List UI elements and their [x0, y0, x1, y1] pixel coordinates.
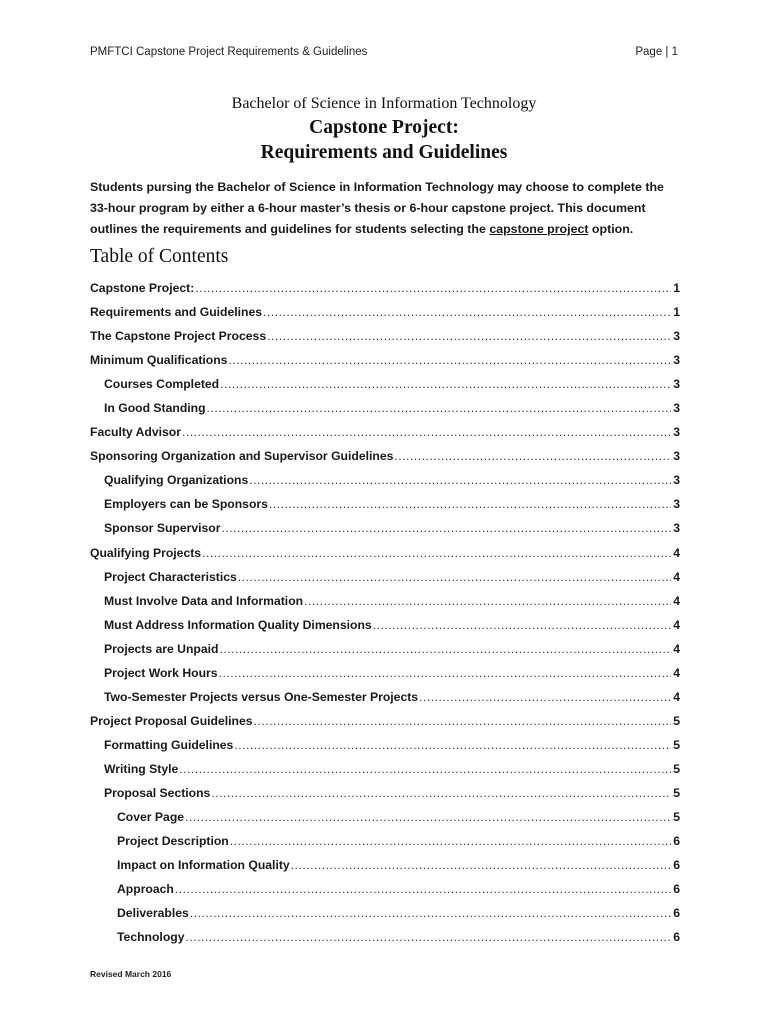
toc-entry-page: 4 [673, 689, 680, 704]
toc-entry-page: 1 [673, 305, 680, 320]
toc-entry-page: 3 [673, 521, 680, 536]
toc-entry[interactable] [90, 829, 680, 853]
toc-entry-page: 6 [673, 882, 680, 897]
toc-entry-row [104, 757, 680, 781]
toc-entry[interactable] [90, 468, 680, 492]
toc-entry-label: Sponsoring Organization and Supervisor Guidelines [90, 449, 394, 464]
toc-entry-row [117, 877, 680, 901]
program-title: Bachelor of Science in Information Technology [231, 95, 537, 112]
footer-revised-date: Revised March 2016 [90, 969, 172, 979]
header-document-title: PMFTCI Capstone Project Requirements & Guidelines [90, 46, 368, 58]
toc-dot-leader [269, 492, 671, 516]
toc-entry-page: 6 [673, 930, 680, 945]
toc-entry-row [104, 637, 680, 661]
toc-entry-page: 3 [673, 401, 680, 416]
toc-entry-row [104, 492, 680, 516]
toc-entry-row [104, 565, 680, 589]
toc-entry[interactable] [90, 901, 680, 925]
toc-dot-leader [221, 516, 671, 540]
toc-heading: Table of Contents [90, 246, 229, 267]
toc-entry-row [90, 420, 680, 444]
toc-entry-label: Cover Page [117, 810, 185, 825]
toc-dot-leader [230, 829, 671, 853]
toc-entry[interactable] [90, 541, 680, 565]
toc-entry-row [117, 901, 680, 925]
toc-entry[interactable] [90, 420, 680, 444]
toc-entry-label: Faculty Advisor [90, 425, 181, 440]
toc-entry-label: Project Proposal Guidelines [90, 713, 253, 728]
toc-dot-leader [254, 709, 672, 733]
toc-entry[interactable] [90, 661, 680, 685]
intro-paragraph [90, 177, 675, 240]
toc-entry[interactable] [90, 565, 680, 589]
toc-entry-page: 3 [673, 353, 680, 368]
toc-entry-label: Must Address Information Quality Dimensions [104, 617, 372, 632]
toc-entry[interactable] [90, 637, 680, 661]
toc-dot-leader [220, 372, 671, 396]
toc-entry-row [104, 613, 680, 637]
intro-text: Students pursing the Bachelor of Science in Information Technology may choose to complete the 33-hour program by either a 6-hour master’s thesis or 6-hour capstone project. This document outlines the requirements and guidelines for students selecting the [90, 180, 664, 236]
document-title-block [0, 93, 768, 165]
toc-entry[interactable] [90, 781, 680, 805]
toc-entry[interactable] [90, 372, 680, 396]
toc-entry-page: 4 [673, 617, 680, 632]
toc-entry-page: 4 [673, 641, 680, 656]
toc-entry-label: Approach [117, 882, 174, 897]
toc-entry-page: 1 [673, 281, 680, 295]
toc-entry-label: Requirements and Guidelines [90, 305, 263, 320]
toc-entry-row [117, 925, 680, 949]
toc-entry-row [104, 589, 680, 613]
toc-entry-label: Project Characteristics [104, 569, 237, 584]
toc-entry-page: 6 [673, 906, 680, 921]
toc-entry-row [104, 468, 680, 492]
toc-dot-leader [238, 565, 671, 589]
toc-entry-label: Formatting Guidelines [104, 737, 234, 752]
toc-entry[interactable] [90, 877, 680, 901]
toc-entry-label: Project Work Hours [104, 665, 218, 680]
page-header [90, 46, 678, 64]
toc-entry[interactable] [90, 589, 680, 613]
toc-entry-label: Projects are Unpaid [104, 641, 219, 656]
toc-dot-leader [304, 589, 671, 613]
toc-entry-label: In Good Standing [104, 401, 206, 416]
toc-entry-label: Project Description [117, 834, 229, 849]
toc-entry-label: Impact on Information Quality [117, 858, 290, 873]
toc-entry-row [104, 661, 680, 685]
toc-entry-label: Sponsor Supervisor [104, 521, 221, 536]
toc-entry-row [90, 348, 680, 372]
toc-entry-page: 3 [673, 449, 680, 464]
toc-entry-label: Proposal Sections [104, 785, 211, 800]
toc-dot-leader [219, 637, 671, 661]
toc-entry-label: Qualifying Projects [90, 545, 202, 560]
toc-entry[interactable] [90, 300, 680, 324]
toc-entry-page: 3 [673, 377, 680, 392]
toc-entry-page: 5 [673, 737, 680, 752]
toc-entry-page: 4 [673, 545, 680, 560]
toc-dot-leader [263, 300, 671, 324]
toc-dot-leader [207, 396, 672, 420]
toc-entry-page: 4 [673, 569, 680, 584]
toc-entry-row [90, 324, 680, 348]
toc-entry[interactable] [90, 709, 680, 733]
toc-dot-leader [419, 685, 671, 709]
toc-entry-page: 3 [673, 473, 680, 488]
table-of-contents [90, 276, 680, 949]
toc-entry-label: Capstone Project: [90, 281, 195, 295]
toc-entry[interactable] [90, 444, 680, 468]
toc-dot-leader [249, 468, 671, 492]
toc-entry[interactable] [90, 925, 680, 949]
toc-entry-label: Deliverables [117, 906, 189, 921]
toc-entry-label: Employers can be Sponsors [104, 497, 268, 512]
toc-entry-row [117, 805, 680, 829]
document-subtitle: Requirements and Guidelines [260, 142, 508, 163]
toc-entry-page: 5 [673, 761, 680, 776]
toc-entry-row [117, 829, 680, 853]
document-title: Capstone Project: [309, 117, 459, 138]
toc-entry-label: Qualifying Organizations [104, 473, 249, 488]
toc-entry-row [90, 276, 680, 300]
toc-entry-row [90, 300, 680, 324]
toc-entry[interactable] [90, 853, 680, 877]
toc-dot-leader [267, 324, 671, 348]
toc-entry-row [104, 372, 680, 396]
toc-entry-row [104, 781, 680, 805]
toc-entry-page: 3 [673, 497, 680, 512]
toc-entry[interactable] [90, 396, 680, 420]
toc-dot-leader [202, 541, 671, 565]
toc-entry-row [90, 709, 680, 733]
toc-entry-row [90, 541, 680, 565]
toc-entry-page: 5 [673, 785, 680, 800]
toc-entry-page: 5 [673, 810, 680, 825]
toc-entry-row [104, 516, 680, 540]
toc-dot-leader [211, 781, 671, 805]
toc-entry-label: Two-Semester Projects versus One-Semester Projects [104, 689, 419, 704]
toc-entry[interactable] [90, 492, 680, 516]
toc-entry[interactable] [90, 348, 680, 372]
toc-entry-page: 6 [673, 858, 680, 873]
toc-entry[interactable] [90, 805, 680, 829]
toc-entry-page: 3 [673, 425, 680, 440]
toc-dot-leader [291, 853, 672, 877]
toc-dot-leader [195, 276, 671, 300]
toc-dot-leader [182, 420, 671, 444]
toc-dot-leader [175, 877, 671, 901]
toc-entry-label: Must Involve Data and Information [104, 593, 304, 608]
toc-entry-row [117, 853, 680, 877]
toc-entry-label: The Capstone Project Process [90, 329, 267, 344]
toc-entry-row [104, 685, 680, 709]
toc-dot-leader [185, 805, 671, 829]
toc-entry-page: 6 [673, 834, 680, 849]
toc-entry-page: 5 [673, 713, 680, 728]
toc-entry-label: Writing Style [104, 761, 179, 776]
toc-entry[interactable] [90, 757, 680, 781]
toc-entry-page: 3 [673, 329, 680, 344]
toc-entry-label: Minimum Qualifications [90, 353, 228, 368]
toc-dot-leader [394, 444, 671, 468]
toc-entry-page: 4 [673, 665, 680, 680]
toc-entry[interactable] [90, 733, 680, 757]
toc-entry-label: Technology [117, 930, 185, 945]
toc-dot-leader [228, 348, 671, 372]
toc-entry[interactable] [90, 276, 680, 300]
toc-entry-label: Courses Completed [104, 377, 220, 392]
toc-entry[interactable] [90, 516, 680, 540]
toc-dot-leader [179, 757, 671, 781]
toc-entry-row [90, 444, 680, 468]
toc-dot-leader [190, 901, 671, 925]
toc-dot-leader [219, 661, 672, 685]
intro-text-end: option. [588, 222, 634, 236]
toc-entry[interactable] [90, 685, 680, 709]
toc-entry-row [104, 733, 680, 757]
toc-dot-leader [185, 925, 671, 949]
toc-entry[interactable] [90, 613, 680, 637]
toc-dot-leader [373, 613, 672, 637]
header-page-number: Page | 1 [635, 46, 678, 58]
toc-entry-page: 4 [673, 593, 680, 608]
toc-entry[interactable] [90, 324, 680, 348]
toc-entry-row [104, 396, 680, 420]
capstone-project-link[interactable]: capstone project [489, 222, 589, 236]
toc-dot-leader [234, 733, 671, 757]
